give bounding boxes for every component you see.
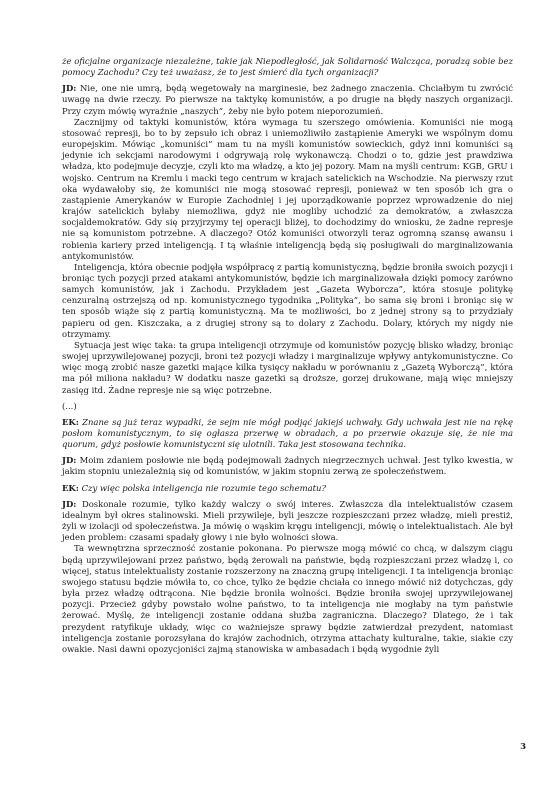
body-paragraph: Sytuacja jest więc taka: ta grupa inteligencji otrzymuje od komunistów pozycję blisko władzy, broniąc swojej uprzywilejowanej pozycji, broni też pozycji władzy i marginalizuje wpływy antykomunistyczne. Co więc mogą zrobić nasze gazetki mające kilka tysięcy nakładu w porównaniu z „Gazetą Wyborczą”, która ma pół miliona nakładu? W dodatku nasze gazetki są droższe, gorzej drukowane, mają więc mniejszy zasięg itd. Żadne represje nie są więc potrzebne. xyxy=(62,339,513,395)
speaker-label: JD: xyxy=(62,455,77,466)
question-paragraph: że oficjalne organizacje niezależne, takie jak Niepodległość, jak Solidarność Walcząca, poradzą sobie bez pomocy Zachodu? Czy też uważasz, że to jest śmierć dla tych organizacji? xyxy=(62,56,513,78)
question-paragraph: EK: Znane są już teraz wypadki, że sejm nie mógł podjąć jakiejś uchwały. Gdy uchwała jest nie na rękę posłom komunistycznym, to się ogłasza przerwę w obradach, a po przerwie okazuje się, że nie ma quorum, gdyż posłowie komunistyczni się ulotnili. Taka jest stosowana technika. xyxy=(62,416,513,450)
body-text xyxy=(62,56,513,655)
page-number: 3 xyxy=(520,742,526,752)
speaker-label: EK: xyxy=(62,416,79,427)
answer-paragraph: JD: Doskonale rozumie, tylko każdy walczy o swój interes. Zwłaszcza dla intelektualistów czasem idealnym był okres stalinowski. Mieli przywileje, byli jeszcze rozpieszczani przez władzę, mieli prestiż, żyli w izolacji od społeczeństwa. Ja mówię o wąskim kręgu inteligencji, mówię o intelektualistach. Ale był jeden problem: czasami spadały głowy i nie było wolności słowa. xyxy=(62,498,513,543)
speaker-label: EK: xyxy=(62,482,79,493)
question-paragraph: EK: Czy więc polska inteligencja nie rozumie tego schematu? xyxy=(62,482,326,493)
body-paragraph: Ta wewnętrzna sprzeczność zostanie pokonana. Po pierwsze mogą mówić co chcą, w dalszym ciągu będą uprzywilejowani przez państwo, będą żerowali na państwie, będą rozpieszczani przez władzę i, co więcej, status intelektualisty zostanie rozszerzony na znaczną grupę inteligencji. I ta inteligencja broniąc swojego statusu będzie mówiła to, co chce, tylko że będzie chciała co innego mówić niż dotychczas, gdy była przez władzę odtrącona. Nie będzie broniła wolności. Będzie broniła swojej uprzywilejowanej pozycji. Przecież gdyby powstało wolne państwo, to ta inteligencja nie mogłaby na tym państwie żerować. Myślę, że inteligencji zostanie oddana służba zagraniczna. Dlaczego? Dlatego, że i tak prezydent ratyfikuje układy, więc co ważniejsze sprawy będzie zatwierdzał prezydent, natomiast inteligencja zostanie porozsyłana do krajów zachodnich, otrzyma attachaty kulturalne, takie, siakie czy owakie. Nasi dawni opozycjoniści zajmą stanowiska w ambasadach i będą wygodnie żyli xyxy=(62,543,513,654)
speaker-label: JD: xyxy=(62,498,77,509)
speaker-label: JD: xyxy=(62,83,77,94)
body-paragraph: Zacznijmy od taktyki komunistów, która wymaga tu szerszego omówienia. Komuniści nie mogą stosować represji, bo to by zepsuło ich obraz i uniemożliwiło zastąpienie Ameryki we wspólnym domu europejskim. Mówiąc „komuniści” mam tu na myśli komunistów sowieckich, gdyż inni komuniści są jedynie ich sekcjami narodowymi i odgrywają rolę wykonawczą. Chodzi o to, gdzie jest prawdziwa władza, kto podejmuje decyzje, czyli kto ma władzę, a kto jej pozory. Mam na myśli centrum: KGB, GRU i wojsko. Centrum na Kremlu i macki tego centrum w krajach satelickich na Wschodzie. Na pierwszy rzut oka wydawałoby się, że komuniści nie mogą stosować represji, ponieważ w ten sposób ich gra o zastąpienie Amerykanów w Europie Zachodniej i jej uporządkowanie poprzez wprowadzenie do niej krajów satelickich byłaby niemożliwa, gdyż nie mogliby uchodzić za demokratów, a zwłaszcza socjaldemokratów. Gdy się przyjrzymy tej operacji bliżej, to dochodzimy do wniosku, że żadne represje nie są komunistom potrzebne. A dlaczego? Otóż komuniści otworzyli teraz ogromną szansę awansu i robienia kariery przed inteligencją. I tą właśnie inteligencją będą się posługiwali do marginalizowania antykomunistów. xyxy=(62,116,513,261)
answer-paragraph: JD: Nie, one nie umrą, będą wegetowały na marginesie, bez żadnego znaczenia. Chciałbym tu zwrócić uwagę na dwie rzeczy. Po pierwsze na taktykę komunistów, a po drugie na błędy naszych organizacji. Przy czym mówię wyraźnie „naszych”, żeby nie było potem nieporozumień. xyxy=(62,83,513,116)
answer-paragraph: JD: Moim zdaniem posłowie nie będą podejmowali żadnych niegrzecznych uchwał. Jest tylko kwestia, w jakim stopniu uniezależnią się od komunistów, w jakim stopniu zerwą ze społeczeństwem. xyxy=(62,455,513,477)
body-paragraph: Inteligencja, która obecnie podjęła współpracę z partią komunistyczną, będzie broniła swoich pozycji i broniąc tych pozycji przed atakami antykomunistów, będzie ich marginalizowała dzięki pomocy zarówno samych komunistów, jak i Zachodu. Przykładem jest „Gazeta Wyborcza”, która stosuje politykę cenzuralną ostrzejszą od np. komunistycznego tygodnika „Polityka”, bo sama się broni i broniąc się w ten sposób wiąże się z partią komunistyczną. Ma te możliwości, bo z jednej strony są to przydziały papieru od gen. Kiszczaka, a z drugiej strony są to dolary z Zachodu. Dolary, których my nigdy nie otrzymamy. xyxy=(62,261,513,339)
ellipsis-marker: (...) xyxy=(62,400,77,411)
